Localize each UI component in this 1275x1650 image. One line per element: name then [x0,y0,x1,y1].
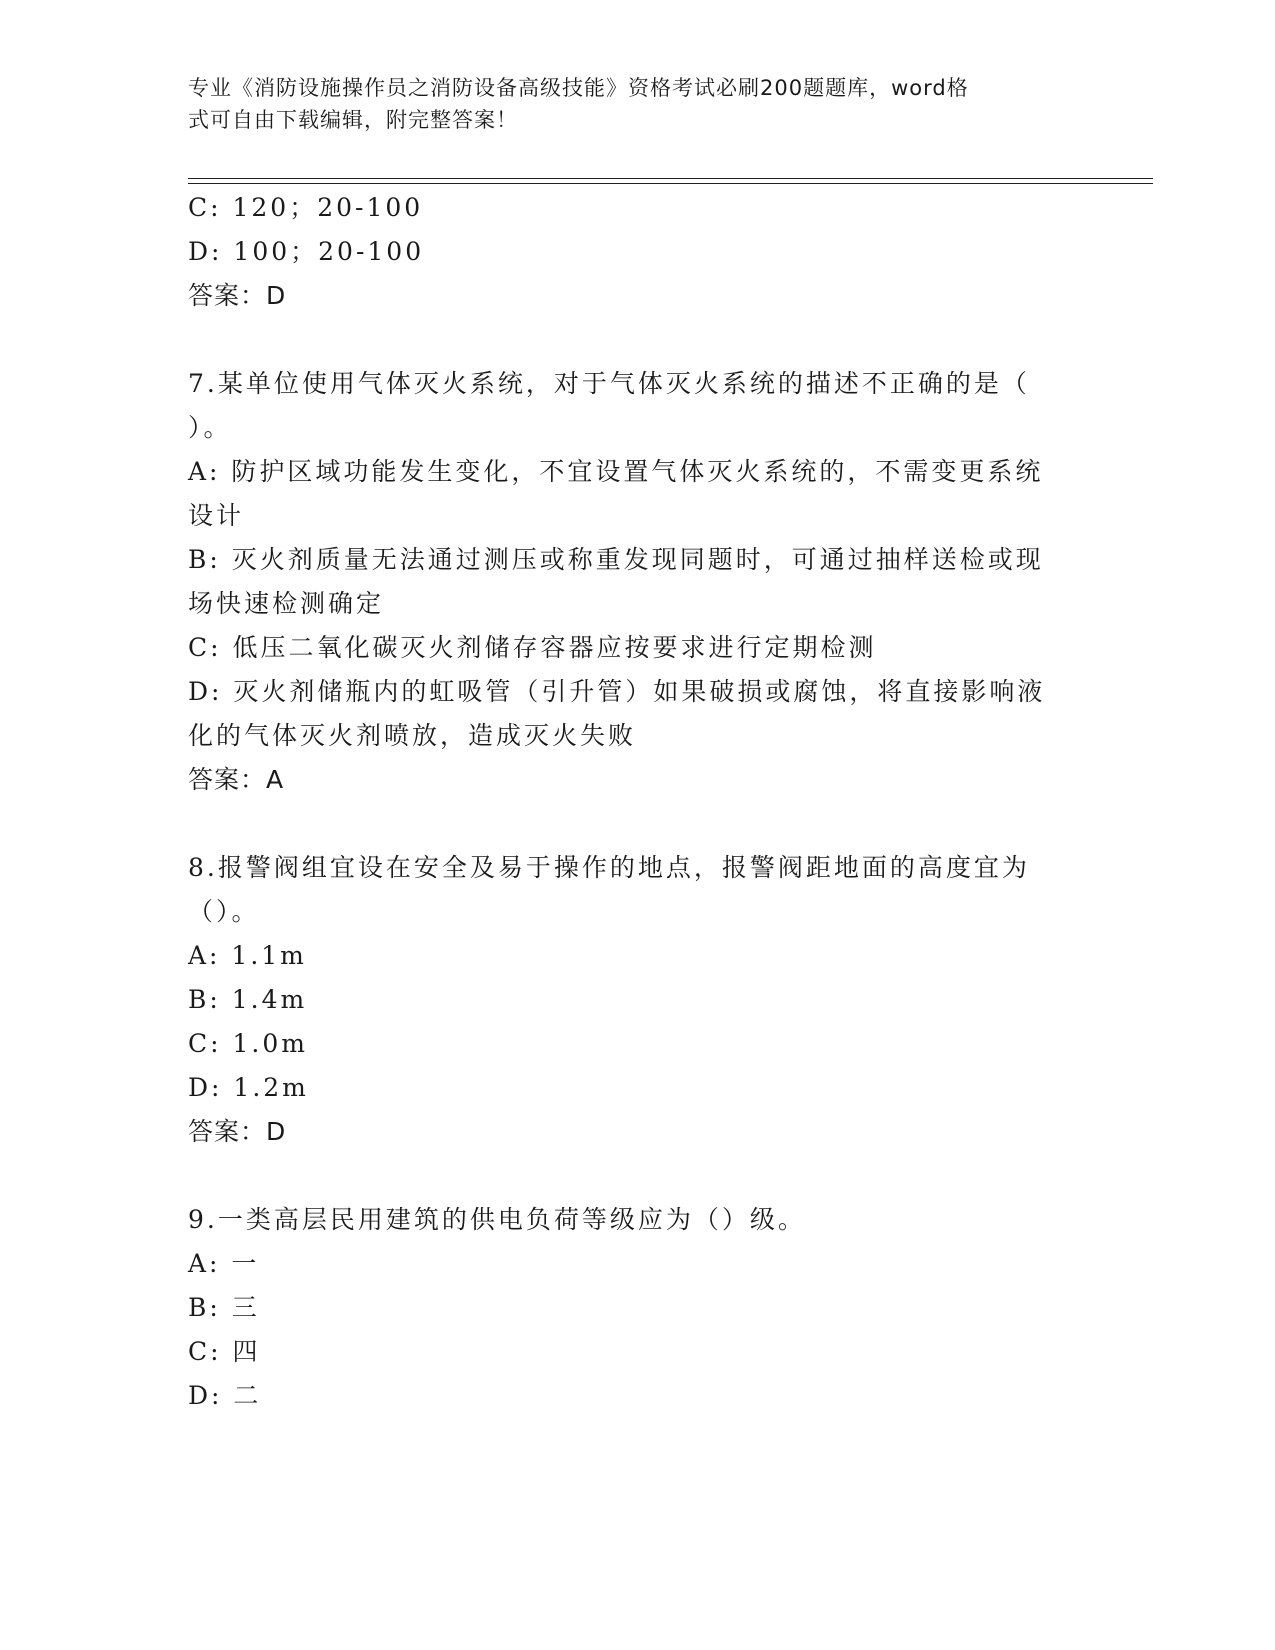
q9-option-b: B: 三 [188,1293,260,1322]
q7-option-b-line-1: B: 灭火剂质量无法通过测压或称重发现同题时，可通过抽样送检或现 [188,545,1044,574]
header-line-2: 式可自由下载编辑，附完整答案！ [188,108,518,132]
q9-option-a: A: 一 [188,1249,260,1278]
q7-answer: 答案：A [188,765,285,794]
q7-stem-line-2: ）。 [188,413,232,442]
q7-option-a-line-1: A: 防护区域功能发生变化，不宜设置气体灭火系统的，不需变更系统 [188,457,1044,486]
q8-option-c: C: 1.0m [188,1029,308,1058]
header-rule-bottom [188,183,1153,184]
q9-option-c: C: 四 [188,1337,261,1366]
q9-option-d: D: 二 [188,1381,262,1410]
q8-stem-line-2: （）。 [188,897,260,926]
q8-option-d: D: 1.2m [188,1073,309,1102]
q7-stem-line-1: 7.某单位使用气体灭火系统，对于气体灭火系统的描述不正确的是（ [188,369,1030,398]
header-rule-top [188,178,1153,179]
q8-answer: 答案：D [188,1117,287,1146]
q8-stem-line-1: 8.报警阀组宜设在安全及易于操作的地点，报警阀距地面的高度宜为 [188,853,1030,882]
q8-option-b: B: 1.4m [188,985,308,1014]
prev-answer: 答案：D [188,281,287,310]
q9-stem: 9.一类高层民用建筑的供电负荷等级应为（）级。 [188,1205,806,1234]
prev-option-c: C: 120；20-100 [188,193,424,222]
q7-option-a-line-2: 设计 [188,501,245,530]
document-header [188,72,1068,136]
q8-option-a: A: 1.1m [188,941,307,970]
q7-option-c: C: 低压二氧化碳灭火剂储存容器应按要求进行定期检测 [188,633,877,662]
q7-option-b-line-2: 场快速检测确定 [188,589,385,618]
q7-option-d-line-1: D: 灭火剂储瓶内的虹吸管（引升管）如果破损或腐蚀，将直接影响液 [188,677,1046,706]
q7-option-d-line-2: 化的气体灭火剂喷放，造成灭火失败 [188,721,637,750]
header-line-1: 专业《消防设施操作员之消防设备高级技能》资格考试必刷200题题库，word格 [188,76,969,100]
prev-option-d: D: 100；20-100 [188,237,425,266]
